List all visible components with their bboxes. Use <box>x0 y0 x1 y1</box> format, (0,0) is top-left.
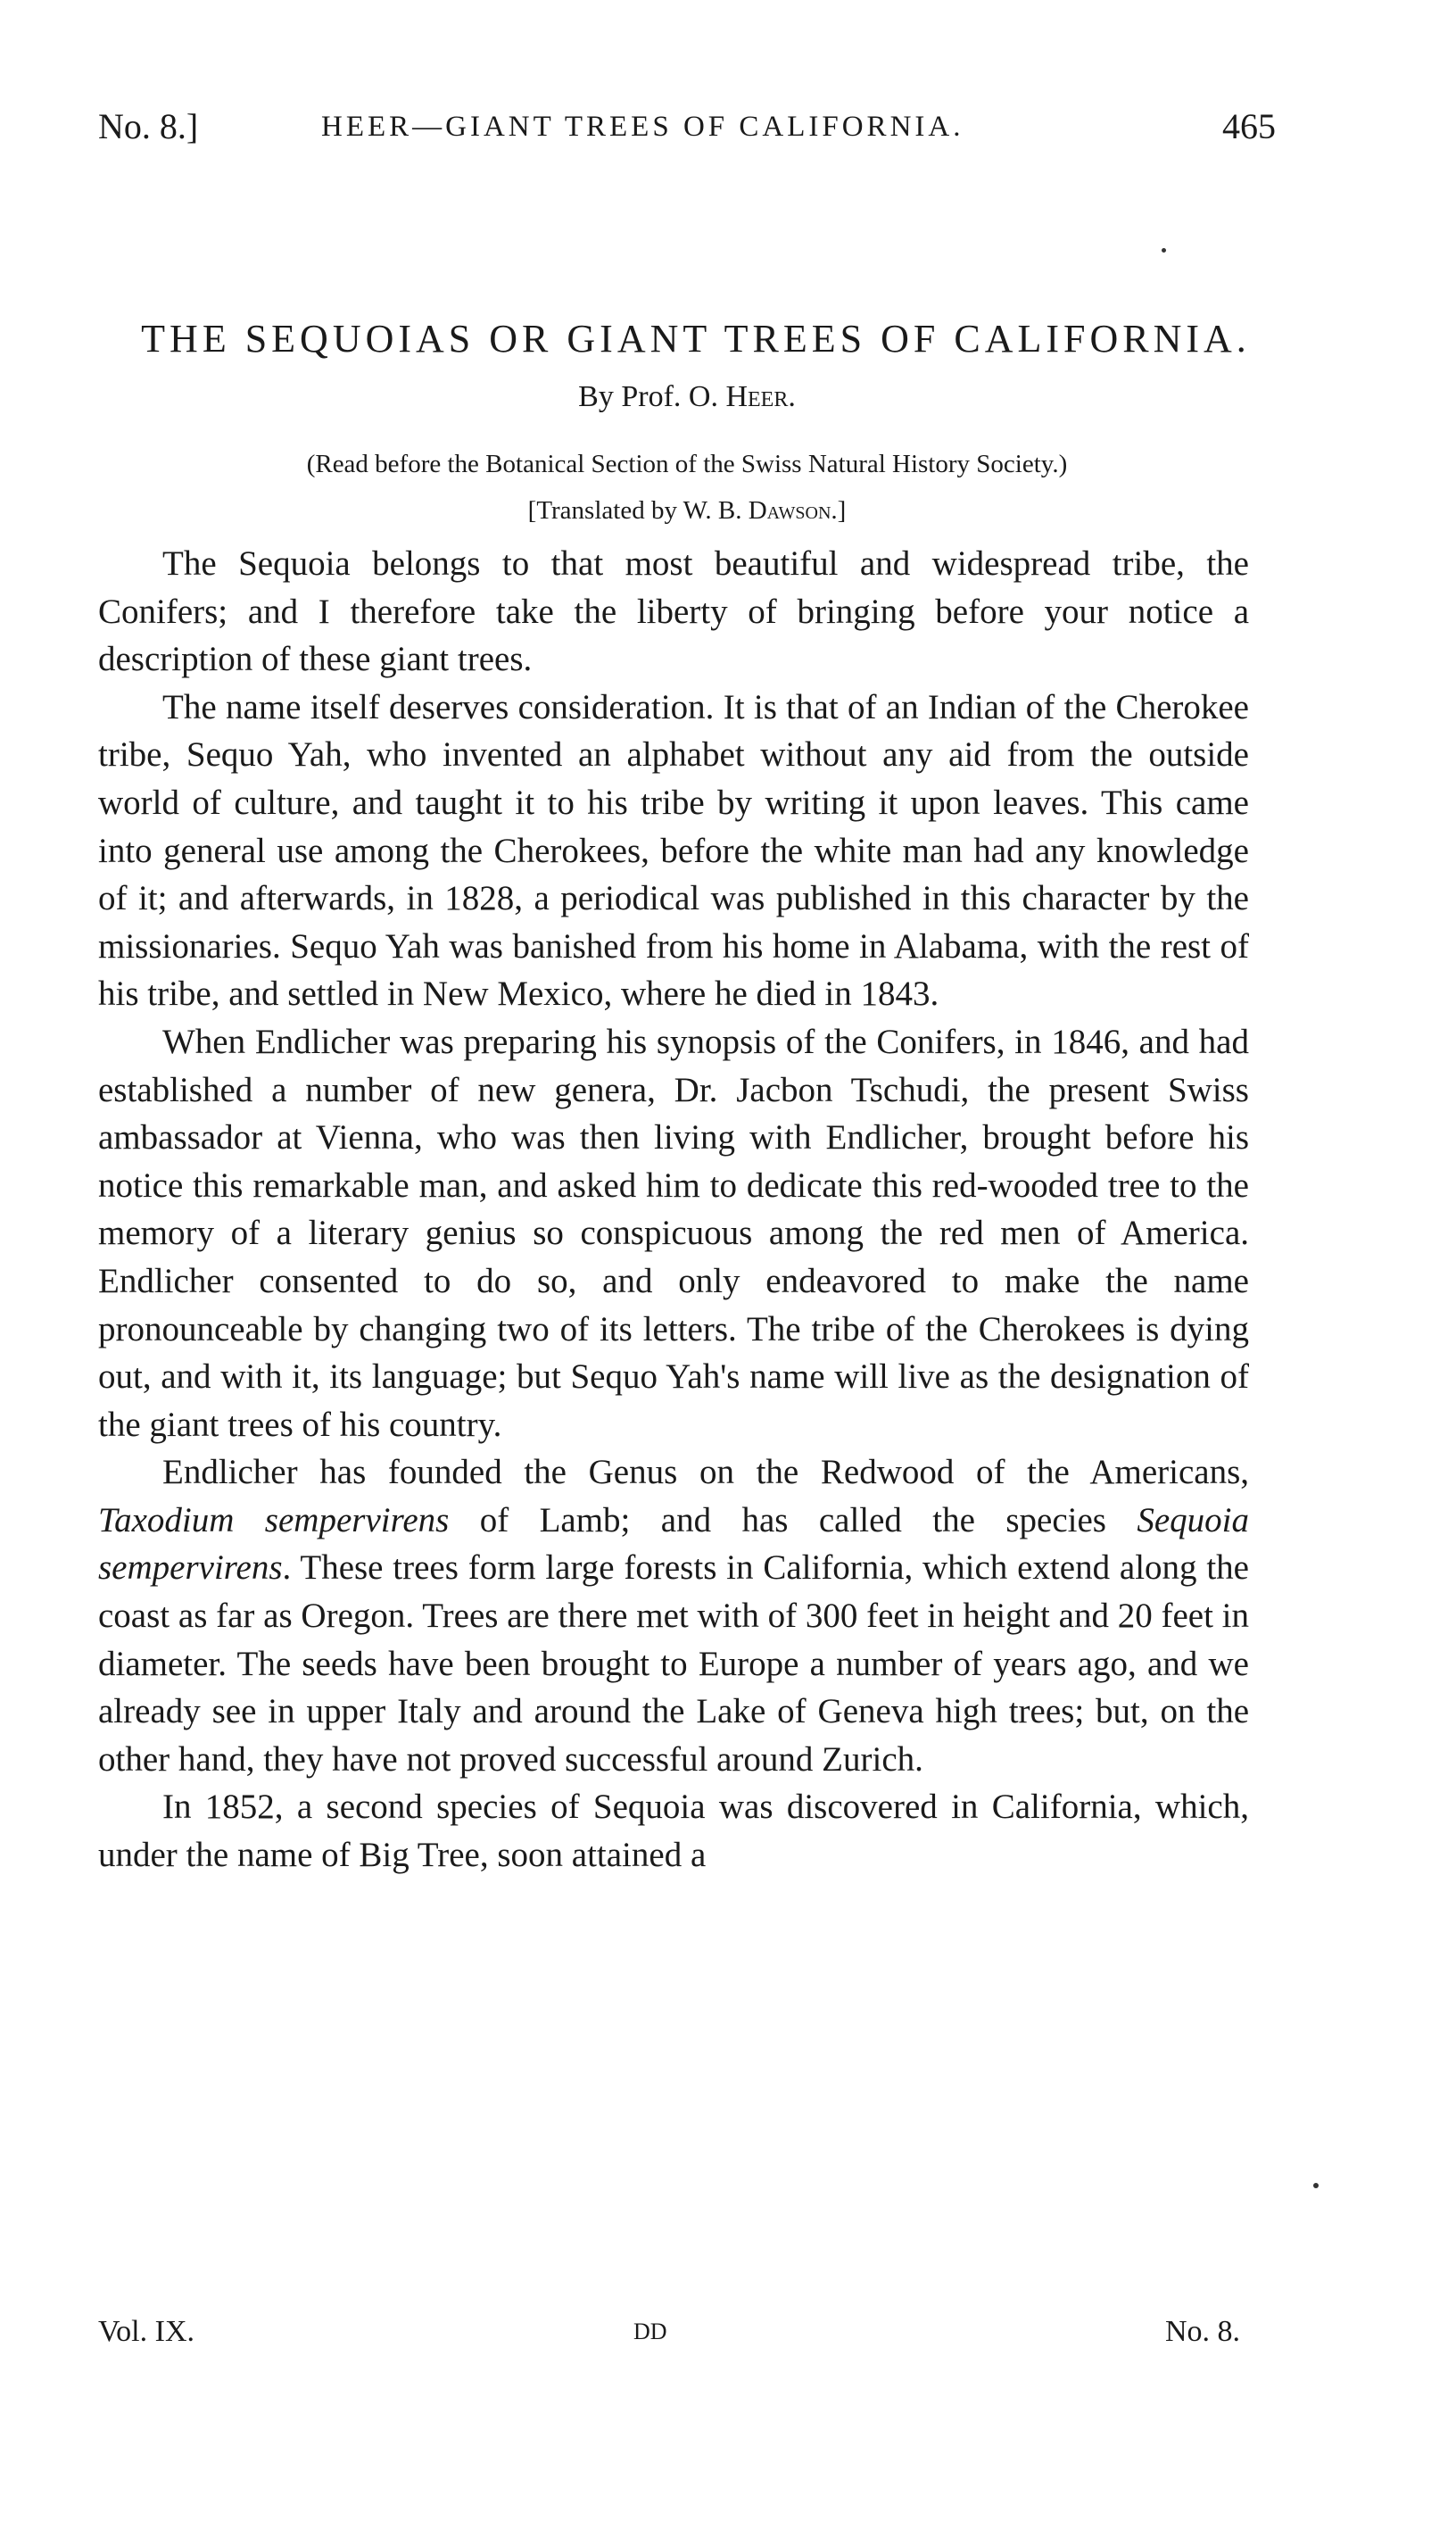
paragraph-redwood <box>98 1448 1249 1783</box>
paragraph-name-origin: The name itself deserves consideration. It is that of an Indian of the Cherokee tribe, Sequo Yah, who invented an alphabet without any aid from the outside world of culture, and taught it to his tribe by writing it upon leaves. This came into general use among the Cherokees, before the white man had any knowledge of it; and afterwards, in 1828, a periodical was published in this character by the missionaries. Sequo Yah was banished from his home in Alabama, with the rest of his tribe, and settled in New Mexico, where he died in 1843. <box>98 687 1249 1014</box>
issue-number: No. 8.] <box>98 106 199 146</box>
translator-note <box>98 493 1276 528</box>
print-speck <box>1162 248 1166 253</box>
article-title: THE SEQUOIAS OR GIANT TREES OF CALIFORNIA. <box>141 317 1251 361</box>
redwood-text-b: of Lamb; and has called the species <box>449 1500 1138 1539</box>
byline-suffix: . <box>788 380 796 413</box>
translator-name: Dawson <box>748 496 831 525</box>
sequoia-name: Sequoia sempervirens <box>98 1500 1249 1588</box>
footer-number: No. 8. <box>1164 2315 1240 2348</box>
page-footer <box>98 2310 1240 2354</box>
taxodium-name: Taxodium sempervirens <box>98 1500 450 1539</box>
paragraph-conifers: The Sequoia belongs to that most beautiful and widespread tribe, the Conifers; and I therefore take the liberty of bringing before your notice a description of these giant trees. <box>98 544 1249 679</box>
translator-prefix: [Translated by W. B. <box>527 496 749 525</box>
page-number: 465 <box>1222 106 1276 146</box>
print-speck <box>1313 2183 1319 2188</box>
author-name: Heer <box>725 380 789 413</box>
byline <box>98 377 1276 418</box>
redwood-text-c: . These trees form large forests in California, which extend along the coast as far as Oregon. Trees are there met with of 300 feet in height and 20 feet in diameter. The seeds have been brought to Europe a number of years ago, and we already see in upper Italy and around the Lake of Geneva high trees; but, on the other hand, they have not proved successful around Zurich. <box>98 1548 1249 1779</box>
volume-label: Vol. IX. <box>98 2315 194 2348</box>
translator-suffix: .] <box>831 496 847 525</box>
paragraph-big-tree: In 1852, a second species of Sequoia was discovered in California, which, under the name of Big Tree, soon attained a <box>98 1788 1249 1875</box>
read-before-note: (Read before the Botanical Section of the Swiss Natural History Society.) <box>306 450 1068 478</box>
byline-prefix: By Prof. O. <box>578 380 726 413</box>
redwood-text-a: Endlicher has founded the Genus on the Redwood of the Americans, <box>162 1453 1249 1492</box>
paragraph-endlicher: When Endlicher was preparing his synopsis of the Conifers, in 1846, and had established a number of new genera, Dr. Jacbon Tschudi, the present Swiss ambassador at Vienna, who was then living with Endlicher, brought before his notice this remarkable man, and asked him to dedicate this red-wooded tree to the memory of a literary genius so conspicuous among the red men of America. Endlicher consented to do so, and only endeavored to make the name pronounceable by changing two of its letters. The tribe of the Cherokees is dying out, and with it, its language; but Sequo Yah's name will live as the designation of the giant trees of his country. <box>98 1022 1249 1444</box>
running-header <box>98 100 1276 153</box>
running-title: HEER—GIANT TREES OF CALIFORNIA. <box>321 111 964 143</box>
article-body <box>98 540 1249 1879</box>
signature-mark: DD <box>633 2319 667 2344</box>
